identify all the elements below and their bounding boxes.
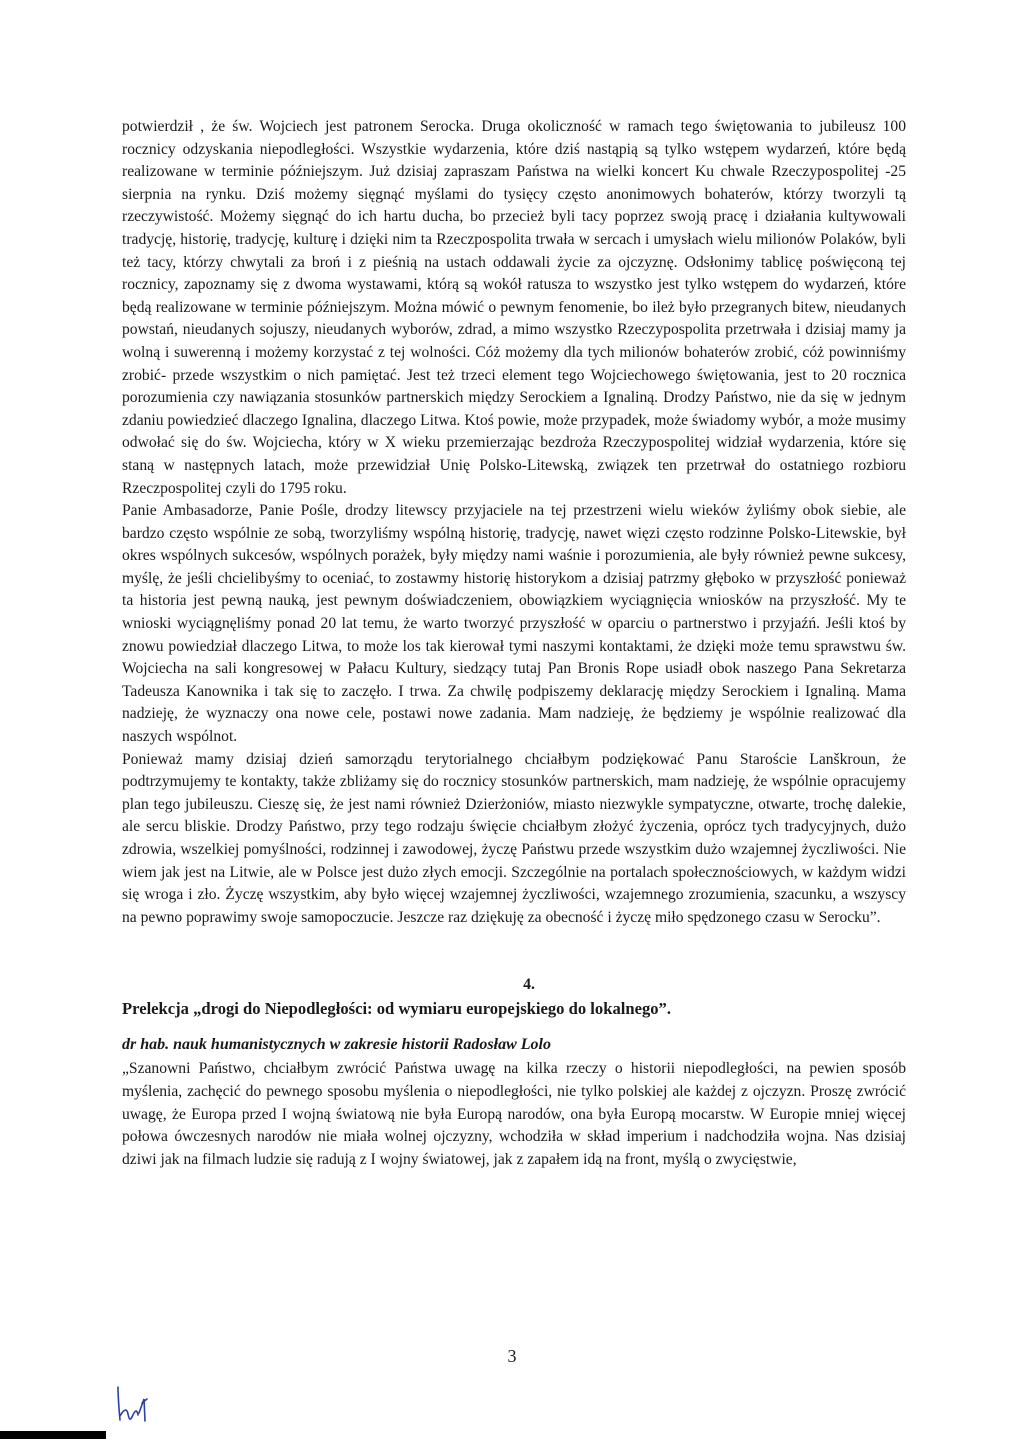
lecture-paragraph: „Szanowni Państwo, chciałbym zwrócić Państwa uwagę na kilka rzeczy o historii niepodległości, na pewien sposób myślenia, zachęcić do pewnego sposobu myślenia o niepodległości, nie tylko polskiej ale każdej z ojczyzn. Proszę zwrócić uwagę, że Europa przed I wojną światową nie była Europą narodów, ona była Europą mocarstw. W Europie mniej więcej połowa ówczesnych narodów nie miała wolnej ojczyzny, wchodziła w skład imperium i nadchodziła wojna. Nas dzisiaj dziwi jak na filmach ludzie się radują z I wojny światowej, jak z zapałem idą na front, myślą o zwycięstwie, bbox=[122, 1060, 906, 1168]
body-paragraph: Ponieważ mamy dzisiaj dzień samorządu terytorialnego chciałbym podziękować Panu Staroście Lanškroun, że podtrzymujemy te kontakty, także zbliżamy się do rocznicy stosunków partnerskich, mam nadzieję, że wspólnie opracujemy plan tego jubileuszu. Cieszę się, że jest nami również Dzierżoniów, miasto niezwykle sympatyczne, otwarte, trochę dalekie, ale sercu bliskie. Drodzy Państwo, przy tego rodzaju święcie chciałbym złożyć życzenia, oprócz tych tradycyjnych, dużo zdrowia, wszelkiej pomyślności, rodzinnej i zawodowej, życzę Państwu przede wszystkim dużo wzajemnej życzliwości. Nie wiem jak jest na Litwie, ale w Polsce jest dużo złych emocji. Szczególnie na portalach społecznościowych, w każdym widzi się wroga i zło. Życzę wszystkim, aby było więcej wzajemnej życzliwości, wzajemnego zrozumienia, szacunku, a wszyscy na pewno poprawimy swoje samopoczucie. Jeszcze raz dziękuję za obecność i życzę miło spędzonego czasu w Serocku”. bbox=[122, 750, 906, 926]
body-paragraph: Panie Ambasadorze, Panie Pośle, drodzy litewscy przyjaciele na tej przestrzeni wielu wieków żyliśmy obok siebie, ale bardzo często wspólnie ze sobą, tworzyliśmy wspólną historię, tradycję, nawet więzi często rodzinne Polsko-Litewskie, był okres wspólnych sukcesów, wspólnych porażek, były między nami waśnie i porozumienia, ale były również pewne sukcesy, myślę, że jeśli chcielibyśmy to oceniać, to zostawmy historię historykom a dzisiaj patrzmy głęboko w przyszłość ponieważ ta historia jest pewną nauką, jest pewnym doświadczeniem, obowiązkiem wyciągnięcia wniosków na przyszłość. My te wnioski wyciągnęliśmy ponad 20 lat temu, że warto tworzyć przyszłość w oparciu o partnerstwo i przyjaźń. Jeśli ktoś by znowu powiedział dlaczego Litwa, to może los tak kierował tymi naszymi kontaktami, że dzięki może temu sprawstwu św. Wojciecha na sali kongresowej w Pałacu Kultury, siedzący tutaj Pan Bronis Rope usiadł obok naszego Pana Sekretarza Tadeusza Kanownika i tak się to zaczęło. I trwa. Za chwilę podpiszemy deklarację między Serockiem i Ignaliną. Mama nadzieję, że wyznaczy ona nowe cele, postawi nowe zadania. Mam nadzieję, że będziemy je wspólnie realizować dla naszych wspólnot. bbox=[122, 502, 906, 746]
section-number: 4. bbox=[523, 976, 535, 994]
section-title: Prelekcja „drogi do Niepodległości: od wymiaru europejskiego do lokalnego”. bbox=[122, 999, 671, 1019]
body-paragraph: potwierdził , że św. Wojciech jest patronem Serocka. Druga okoliczność w ramach tego świętowania to jubileusz 100 rocznicy odzyskania niepodległości. Wszystkie wydarzenia, które dziś nastąpią są tylko wstępem wydarzeń, które będą realizowane w terminie późniejszym. Już dzisiaj zapraszam Państwa na wielki koncert Ku chwale Rzeczypospolitej -25 sierpnia na rynku. Dziś możemy sięgnąć myślami do tysięcy często anonimowych bohaterów, którzy tworzyli tą rzeczywistość. Możemy sięgnąć do ich hartu ducha, bo przecież byli tacy poprzez swoją pracę i działania kultywowali tradycję, historię, tradycję, kulturę i dzięki nim ta Rzeczpospolita trwała w sercach i umysłach wielu milionów Polaków, byli też tacy, którzy chwytali za broń i z pieśnią na ustach oddawali życie za ojczyznę. Odsłonimy tablicę poświęconą tej rocznicy, zapoznamy się z dwoma wystawami, którą są wokół ratusza to wszystko jest tylko wstępem do wydarzeń, które będą realizowane w terminie późniejszym. Można mówić o pewnym fenomenie, bo ileż było przegranych bitew, nieudanych powstań, nieudanych sojuszy, nieudanych wyborów, zdrad, a mimo wszystko Rzeczypospolita przetrwała i dzisiaj mamy ja wolną i suwerenną i możemy korzystać z tej wolności. Cóż możemy dla tych milionów bohaterów zrobić, cóż powinniśmy zrobić- przede wszystkim o nich pamiętać. Jest też trzeci element tego Wojciechowego świętowania, jest to 20 rocznica porozumienia czy nawiązania stosunków partnerskich między Serockiem a Ignaliną. Drodzy Państwo, nie da się w jednym zdaniu powiedzieć dlaczego Ignalina, dlaczego Litwa. Ktoś powie, może przypadek, może świadomy wybór, a może musimy odwołać się do św. Wojciecha, który w X wieku przemierzając bezdroża Rzeczypospolitej widział wydarzenia, które się staną w następnych latach, może przewidział Unię Polsko-Litewską, związek ten przetrwał do ostatniego rozbioru Rzeczpospolitej czyli do 1795 roku. bbox=[122, 118, 906, 497]
handwritten-initials bbox=[112, 1383, 176, 1423]
speaker-name: dr hab. nauk humanistycznych w zakresie historii Radosław Lolo bbox=[122, 1036, 551, 1054]
page-content bbox=[122, 116, 906, 1171]
scan-edge-bar bbox=[0, 1431, 106, 1439]
page-number: 3 bbox=[507, 1346, 517, 1366]
